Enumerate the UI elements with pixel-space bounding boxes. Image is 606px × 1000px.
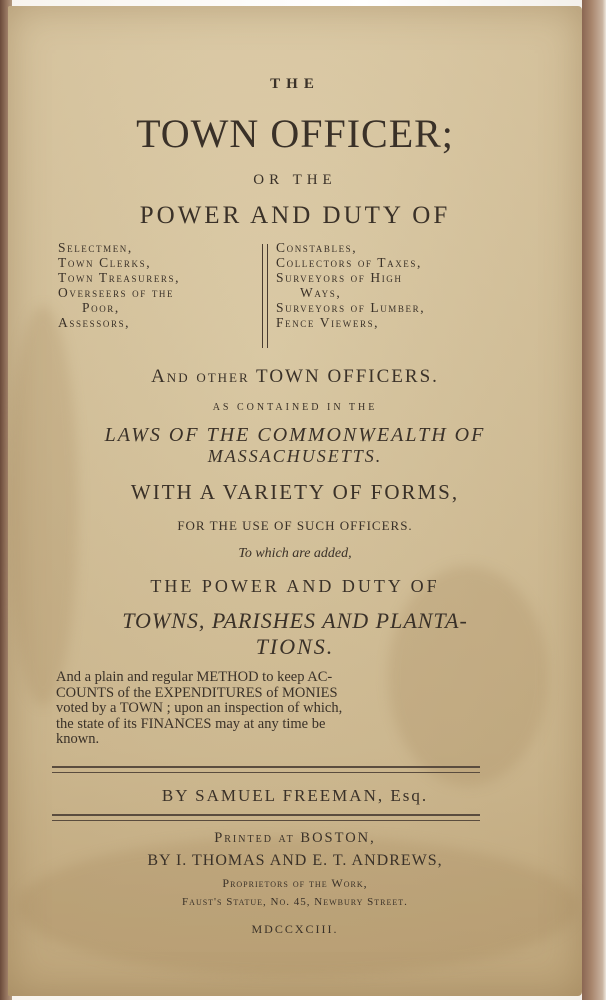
method-paragraph <box>56 670 556 748</box>
officer-item: Collectors of Taxes, <box>276 255 422 270</box>
officer-item: Assessors, <box>58 315 131 330</box>
officer-item: Overseers of the <box>58 285 175 300</box>
ornamental-rule <box>52 820 480 821</box>
variety-of-forms: WITH A VARIETY OF FORMS, <box>130 480 460 504</box>
and-other-officers: And other TOWN OFFICERS. <box>151 366 439 387</box>
towns-parishes-line-2: TIONS. <box>255 634 335 659</box>
as-contained: AS CONTAINED IN THE <box>212 402 378 413</box>
officers-list-left <box>58 240 248 330</box>
title-the: THE <box>270 76 320 92</box>
officer-item: Ways, <box>300 285 342 300</box>
printed-at-boston: Printed at BOSTON, <box>214 830 376 846</box>
ornamental-rule <box>52 814 480 816</box>
publication-year: MDCCXCIII. <box>251 922 339 936</box>
column-divider <box>262 244 268 348</box>
officer-item: Constables, <box>276 240 358 255</box>
or-the: OR THE <box>253 172 337 188</box>
to-which-added: To which are added, <box>238 546 352 561</box>
towns-parishes-line: TOWNS, PARISHES AND PLANTA- <box>122 608 468 633</box>
massachusetts: MASSACHUSETTS. <box>207 446 383 466</box>
paragraph-line: And a plain and regular METHOD to keep AC- <box>56 669 333 685</box>
author-line: BY SAMUEL FREEMAN, Esq. <box>161 786 429 805</box>
officer-item: Poor, <box>82 300 120 315</box>
for-use-of-officers: FOR THE USE OF SUCH OFFICERS. <box>177 518 413 533</box>
address-line: Faust's Statue, No. 45, Newbury Street. <box>182 896 408 908</box>
proprietors-line: Proprietors of the Work, <box>222 876 368 890</box>
laws-line: LAWS OF THE COMMONWEALTH OF <box>104 424 486 446</box>
ornamental-rule <box>52 766 480 768</box>
paragraph-line: the state of its FINANCES may at any time be <box>56 715 326 732</box>
paragraph-line: voted by a TOWN ; upon an inspection of which, <box>56 700 343 716</box>
power-and-duty-heading: POWER AND DUTY OF <box>139 202 451 229</box>
title-page <box>8 6 582 996</box>
paragraph-line: known. <box>56 731 100 747</box>
officer-item: Town Clerks, <box>58 255 152 270</box>
officers-list-right <box>276 240 506 330</box>
officer-item: Surveyors of Lumber, <box>276 300 426 315</box>
officer-item: Town Treasurers, <box>58 270 181 285</box>
officer-item: Surveyors of High <box>276 270 403 285</box>
officer-item: Selectmen, <box>58 240 133 255</box>
book-cover-edge <box>582 0 606 1000</box>
main-title: TOWN OFFICER; <box>136 111 454 156</box>
officer-item: Fence Viewers, <box>276 315 380 330</box>
printers-line: BY I. THOMAS AND E. T. ANDREWS, <box>147 852 443 869</box>
power-and-duty-of-towns: THE POWER AND DUTY OF <box>150 576 440 596</box>
ornamental-rule <box>52 772 480 773</box>
paragraph-line: COUNTS of the EXPENDITURES of MONIES <box>56 684 338 701</box>
